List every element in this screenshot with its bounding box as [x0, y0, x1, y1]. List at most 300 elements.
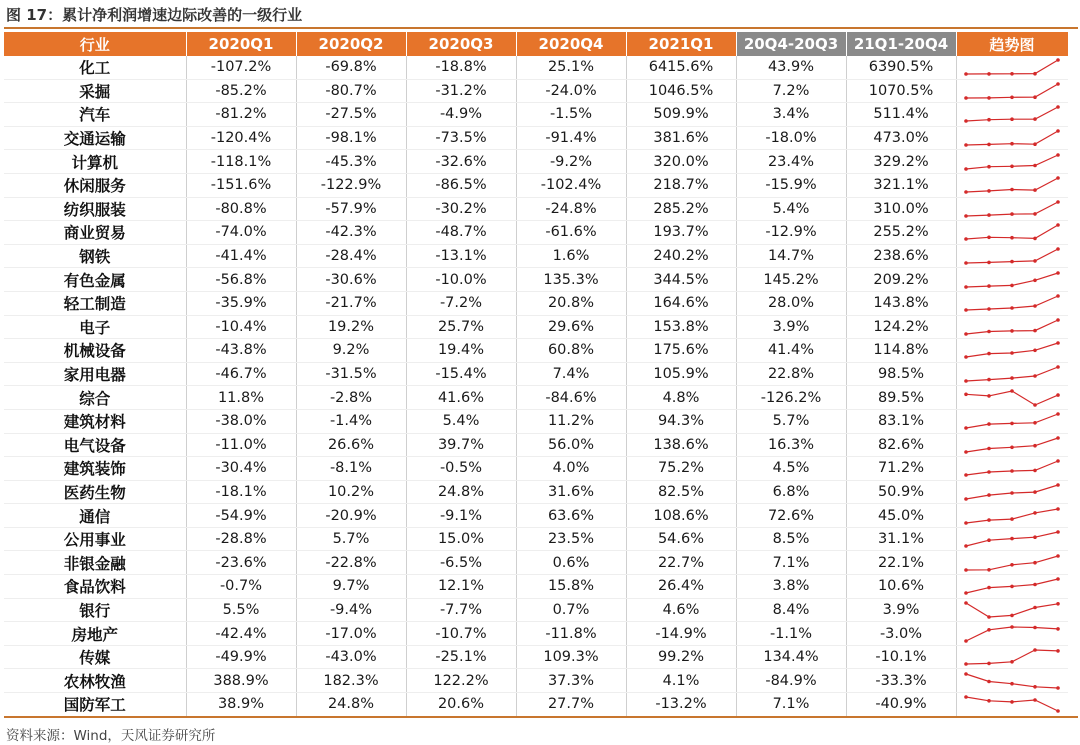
table-row [4, 551, 1068, 575]
table-row [4, 339, 1068, 363]
trend-sparkline [962, 576, 1062, 596]
table-row [4, 56, 1068, 79]
sparkline-point [1033, 189, 1037, 193]
sparkline-point [1056, 578, 1060, 582]
trend-sparkline-cell [956, 693, 1068, 717]
sparkline-point [964, 696, 968, 700]
sparkline-point [1010, 118, 1014, 122]
trend-sparkline [962, 293, 1062, 313]
value-cell: 22.1% [846, 551, 956, 575]
trend-sparkline-cell [956, 598, 1068, 622]
sparkline-point [987, 213, 991, 217]
value-cell: -0.5% [406, 457, 516, 481]
trend-sparkline [962, 624, 1062, 644]
value-cell: -107.2% [186, 56, 296, 79]
trend-sparkline [962, 364, 1062, 384]
sparkline-point [987, 394, 991, 398]
sparkline-point [1033, 625, 1037, 629]
value-cell: 25.1% [516, 56, 626, 79]
sparkline-point [1010, 376, 1014, 380]
value-cell: 29.6% [516, 315, 626, 339]
figure-title: 图 17：累计净利润增速边际改善的一级行业 [6, 6, 303, 24]
table-row [4, 480, 1068, 504]
sparkline-point [1010, 422, 1014, 426]
value-cell: 108.6% [626, 504, 736, 528]
sparkline-line [966, 627, 1058, 641]
trend-sparkline-cell [956, 645, 1068, 669]
column-header-2: 2020Q2 [296, 32, 406, 56]
trend-sparkline-cell [956, 79, 1068, 103]
sparkline-point [1056, 271, 1060, 275]
trend-sparkline-cell [956, 575, 1068, 599]
value-cell: 24.8% [406, 480, 516, 504]
value-cell: -18.0% [736, 126, 846, 150]
value-cell: 138.6% [626, 433, 736, 457]
sparkline-point [964, 96, 968, 100]
value-cell: -18.1% [186, 480, 296, 504]
value-cell: -1.5% [516, 103, 626, 127]
sparkline-point [964, 497, 968, 501]
table-row [4, 527, 1068, 551]
value-cell: -3.0% [846, 622, 956, 646]
value-cell: 135.3% [516, 268, 626, 292]
industry-name: 计算机 [4, 150, 186, 174]
industry-name: 采掘 [4, 79, 186, 103]
table-row [4, 197, 1068, 221]
value-cell: 5.4% [406, 409, 516, 433]
value-cell: 89.5% [846, 386, 956, 410]
value-cell: -31.5% [296, 362, 406, 386]
column-header-3: 2020Q3 [406, 32, 516, 56]
industry-name: 商业贸易 [4, 221, 186, 245]
value-cell: 99.2% [626, 645, 736, 669]
sparkline-point [1056, 153, 1060, 157]
sparkline-point [964, 167, 968, 171]
sparkline-point [987, 118, 991, 122]
value-cell: 41.6% [406, 386, 516, 410]
value-cell: -42.4% [186, 622, 296, 646]
industry-name: 医药生物 [4, 480, 186, 504]
value-cell: 41.4% [736, 339, 846, 363]
trend-sparkline [962, 435, 1062, 455]
value-cell: 320.0% [626, 150, 736, 174]
sparkline-point [1056, 436, 1060, 440]
value-cell: 4.8% [626, 386, 736, 410]
value-cell: -12.9% [736, 221, 846, 245]
table-row [4, 103, 1068, 127]
sparkline-point [1033, 536, 1037, 540]
value-cell: -84.6% [516, 386, 626, 410]
value-cell: -13.1% [406, 244, 516, 268]
trend-sparkline [962, 246, 1062, 266]
sparkline-point [964, 379, 968, 383]
value-cell: 5.5% [186, 598, 296, 622]
value-cell: -21.7% [296, 291, 406, 315]
value-cell: -30.2% [406, 197, 516, 221]
column-header-4: 2020Q4 [516, 32, 626, 56]
table-row [4, 150, 1068, 174]
sparkline-point [1010, 164, 1014, 168]
trend-sparkline [962, 506, 1062, 526]
sparkline-point [1010, 585, 1014, 589]
value-cell: -10.1% [846, 645, 956, 669]
trend-sparkline-cell [956, 622, 1068, 646]
sparkline-point [964, 72, 968, 76]
sparkline-point [964, 450, 968, 454]
value-cell: 1070.5% [846, 79, 956, 103]
value-cell: -122.9% [296, 173, 406, 197]
value-cell: 24.8% [296, 693, 406, 717]
value-cell: -9.2% [516, 150, 626, 174]
industry-name: 钢铁 [4, 244, 186, 268]
value-cell: -85.2% [186, 79, 296, 103]
value-cell: -151.6% [186, 173, 296, 197]
value-cell: 109.3% [516, 645, 626, 669]
sparkline-point [1033, 349, 1037, 353]
value-cell: -45.3% [296, 150, 406, 174]
value-cell: 82.6% [846, 433, 956, 457]
value-cell: 94.3% [626, 409, 736, 433]
value-cell: 7.1% [736, 551, 846, 575]
industry-name: 家用电器 [4, 362, 186, 386]
table-row [4, 693, 1068, 717]
value-cell: -25.1% [406, 645, 516, 669]
sparkline-line [966, 509, 1058, 523]
sparkline-point [1056, 412, 1060, 416]
sparkline-point [1056, 224, 1060, 228]
value-cell: -40.9% [846, 693, 956, 717]
industry-name: 房地产 [4, 622, 186, 646]
sparkline-line [966, 461, 1058, 475]
industry-name: 轻工制造 [4, 291, 186, 315]
sparkline-point [987, 96, 991, 100]
value-cell: 11.2% [516, 409, 626, 433]
sparkline-point [964, 261, 968, 265]
table-row [4, 221, 1068, 245]
value-cell: 26.6% [296, 433, 406, 457]
industry-name: 纺织服装 [4, 197, 186, 221]
sparkline-point [1056, 129, 1060, 133]
trend-sparkline [962, 388, 1062, 408]
sparkline-point [964, 285, 968, 289]
value-cell: 175.6% [626, 339, 736, 363]
value-cell: 19.2% [296, 315, 406, 339]
sparkline-point [1033, 374, 1037, 378]
sparkline-point [1033, 259, 1037, 263]
sparkline-point [964, 521, 968, 525]
value-cell: -28.8% [186, 527, 296, 551]
industry-name: 休闲服务 [4, 173, 186, 197]
trend-sparkline-cell [956, 504, 1068, 528]
trend-sparkline-cell [956, 551, 1068, 575]
value-cell: -69.8% [296, 56, 406, 79]
industry-name: 交通运输 [4, 126, 186, 150]
value-cell: 43.9% [736, 56, 846, 79]
value-cell: 114.8% [846, 339, 956, 363]
title-rule [4, 27, 1078, 29]
sparkline-point [1010, 470, 1014, 474]
sparkline-point [964, 639, 968, 643]
sparkline-point [1010, 682, 1014, 686]
sparkline-point [1033, 606, 1037, 610]
value-cell: -32.6% [406, 150, 516, 174]
trend-sparkline-cell [956, 315, 1068, 339]
value-cell: 71.2% [846, 457, 956, 481]
sparkline-point [1033, 237, 1037, 241]
industry-name: 传媒 [4, 645, 186, 669]
sparkline-line [966, 556, 1058, 570]
value-cell: -28.4% [296, 244, 406, 268]
column-header-8: 趋势图 [956, 32, 1068, 56]
value-cell: 63.6% [516, 504, 626, 528]
industry-name: 电气设备 [4, 433, 186, 457]
value-cell: 3.9% [846, 598, 956, 622]
trend-sparkline-cell [956, 150, 1068, 174]
sparkline-point [987, 628, 991, 632]
value-cell: 7.2% [736, 79, 846, 103]
sparkline-point [1010, 283, 1014, 287]
trend-sparkline-cell [956, 480, 1068, 504]
value-cell: -81.2% [186, 103, 296, 127]
value-cell: -10.0% [406, 268, 516, 292]
sparkline-point [1010, 625, 1014, 629]
sparkline-point [1033, 469, 1037, 473]
value-cell: 82.5% [626, 480, 736, 504]
value-cell: 26.4% [626, 575, 736, 599]
sparkline-point [1056, 483, 1060, 487]
value-cell: -84.9% [736, 669, 846, 693]
industry-name: 银行 [4, 598, 186, 622]
header-row [4, 32, 1068, 56]
table-row [4, 268, 1068, 292]
table-row [4, 79, 1068, 103]
value-cell: 10.6% [846, 575, 956, 599]
sparkline-point [1010, 260, 1014, 264]
sparkline-point [1010, 72, 1014, 76]
sparkline-point [987, 662, 991, 666]
industry-profit-table [4, 32, 1069, 717]
value-cell: -33.3% [846, 669, 956, 693]
value-cell: 23.4% [736, 150, 846, 174]
value-cell: 9.2% [296, 339, 406, 363]
sparkline-point [964, 672, 968, 676]
table-row [4, 315, 1068, 339]
value-cell: 511.4% [846, 103, 956, 127]
value-cell: -8.1% [296, 457, 406, 481]
value-cell: -42.3% [296, 221, 406, 245]
sparkline-point [1033, 583, 1037, 587]
trend-sparkline [962, 482, 1062, 502]
value-cell: 6390.5% [846, 56, 956, 79]
source-note: 资料来源：Wind，天风证券研究所 [6, 728, 216, 744]
trend-sparkline [962, 128, 1062, 148]
sparkline-point [1056, 200, 1060, 204]
trend-sparkline-cell [956, 386, 1068, 410]
value-cell: 145.2% [736, 268, 846, 292]
sparkline-point [1010, 306, 1014, 310]
value-cell: 27.7% [516, 693, 626, 717]
sparkline-point [964, 356, 968, 360]
trend-sparkline [962, 199, 1062, 219]
trend-sparkline [962, 81, 1062, 101]
value-cell: 240.2% [626, 244, 736, 268]
industry-name: 汽车 [4, 103, 186, 127]
value-cell: 19.4% [406, 339, 516, 363]
trend-sparkline-cell [956, 197, 1068, 221]
value-cell: -126.2% [736, 386, 846, 410]
sparkline-point [964, 214, 968, 218]
sparkline-point [987, 307, 991, 311]
sparkline-point [964, 601, 968, 605]
value-cell: -4.9% [406, 103, 516, 127]
value-cell: 54.6% [626, 527, 736, 551]
value-cell: -80.8% [186, 197, 296, 221]
trend-sparkline-cell [956, 362, 1068, 386]
trend-sparkline [962, 458, 1062, 478]
value-cell: 15.0% [406, 527, 516, 551]
sparkline-line [966, 414, 1058, 428]
value-cell: -35.9% [186, 291, 296, 315]
sparkline-line [966, 391, 1058, 405]
sparkline-point [1056, 507, 1060, 511]
value-cell: 28.0% [736, 291, 846, 315]
value-cell: -27.5% [296, 103, 406, 127]
value-cell: 182.3% [296, 669, 406, 693]
value-cell: -41.4% [186, 244, 296, 268]
sparkline-point [1033, 163, 1037, 167]
value-cell: 255.2% [846, 221, 956, 245]
sparkline-point [1010, 517, 1014, 521]
sparkline-point [987, 143, 991, 147]
table-row [4, 409, 1068, 433]
industry-name: 机械设备 [4, 339, 186, 363]
table-row [4, 457, 1068, 481]
trend-sparkline [962, 270, 1062, 290]
sparkline-point [1010, 614, 1014, 618]
sparkline-point [987, 261, 991, 265]
sparkline-point [1033, 142, 1037, 146]
bottom-rule [4, 716, 1078, 718]
table-row [4, 173, 1068, 197]
value-cell: -118.1% [186, 150, 296, 174]
value-cell: -1.1% [736, 622, 846, 646]
industry-name: 建筑材料 [4, 409, 186, 433]
value-cell: 1046.5% [626, 79, 736, 103]
industry-name: 化工 [4, 56, 186, 79]
value-cell: 122.2% [406, 669, 516, 693]
sparkline-point [1056, 710, 1060, 714]
sparkline-point [987, 352, 991, 356]
sparkline-point [1010, 700, 1014, 704]
sparkline-point [964, 332, 968, 336]
value-cell: 6415.6% [626, 56, 736, 79]
sparkline-point [987, 518, 991, 522]
industry-name: 国防军工 [4, 693, 186, 717]
value-cell: 60.8% [516, 339, 626, 363]
sparkline-point [1056, 686, 1060, 690]
trend-sparkline [962, 104, 1062, 124]
column-header-0: 行业 [4, 32, 186, 56]
trend-sparkline [962, 222, 1062, 242]
trend-sparkline-cell [956, 103, 1068, 127]
value-cell: 11.8% [186, 386, 296, 410]
trend-sparkline [962, 411, 1062, 431]
sparkline-point [987, 378, 991, 382]
value-cell: 1.6% [516, 244, 626, 268]
value-cell: -43.8% [186, 339, 296, 363]
sparkline-point [964, 308, 968, 312]
column-header-1: 2020Q1 [186, 32, 296, 56]
value-cell: 22.7% [626, 551, 736, 575]
sparkline-point [1056, 106, 1060, 110]
column-header-6: 20Q4-20Q3 [736, 32, 846, 56]
sparkline-line [966, 697, 1058, 711]
value-cell: -49.9% [186, 645, 296, 669]
value-cell: -15.4% [406, 362, 516, 386]
value-cell: 45.0% [846, 504, 956, 528]
sparkline-point [964, 662, 968, 666]
value-cell: 473.0% [846, 126, 956, 150]
sparkline-point [987, 615, 991, 619]
value-cell: 72.6% [736, 504, 846, 528]
sparkline-point [987, 471, 991, 475]
value-cell: 6.8% [736, 480, 846, 504]
sparkline-point [1033, 421, 1037, 425]
value-cell: 193.7% [626, 221, 736, 245]
value-cell: -80.7% [296, 79, 406, 103]
table-row [4, 575, 1068, 599]
value-cell: 7.1% [736, 693, 846, 717]
trend-sparkline [962, 553, 1062, 573]
trend-sparkline [962, 152, 1062, 172]
table-row [4, 386, 1068, 410]
value-cell: -7.7% [406, 598, 516, 622]
value-cell: -20.9% [296, 504, 406, 528]
sparkline-point [1033, 118, 1037, 122]
value-cell: 83.1% [846, 409, 956, 433]
trend-sparkline-cell [956, 56, 1068, 79]
sparkline-point [987, 679, 991, 683]
value-cell: -54.9% [186, 504, 296, 528]
value-cell: -91.4% [516, 126, 626, 150]
sparkline-point [1033, 329, 1037, 333]
trend-sparkline-cell [956, 126, 1068, 150]
value-cell: 4.6% [626, 598, 736, 622]
value-cell: -15.9% [736, 173, 846, 197]
sparkline-line [966, 438, 1058, 452]
value-cell: -10.4% [186, 315, 296, 339]
sparkline-point [1056, 318, 1060, 322]
sparkline-point [1010, 537, 1014, 541]
value-cell: -30.4% [186, 457, 296, 481]
value-cell: 218.7% [626, 173, 736, 197]
sparkline-point [1010, 563, 1014, 567]
trend-sparkline [962, 57, 1062, 77]
value-cell: 25.7% [406, 315, 516, 339]
value-cell: 143.8% [846, 291, 956, 315]
trend-sparkline [962, 694, 1062, 714]
value-cell: 4.1% [626, 669, 736, 693]
value-cell: 20.6% [406, 693, 516, 717]
value-cell: 50.9% [846, 480, 956, 504]
sparkline-point [1033, 212, 1037, 216]
value-cell: -86.5% [406, 173, 516, 197]
value-cell: -9.1% [406, 504, 516, 528]
sparkline-point [1033, 511, 1037, 515]
trend-sparkline [962, 647, 1062, 667]
value-cell: 3.9% [736, 315, 846, 339]
value-cell: 15.8% [516, 575, 626, 599]
